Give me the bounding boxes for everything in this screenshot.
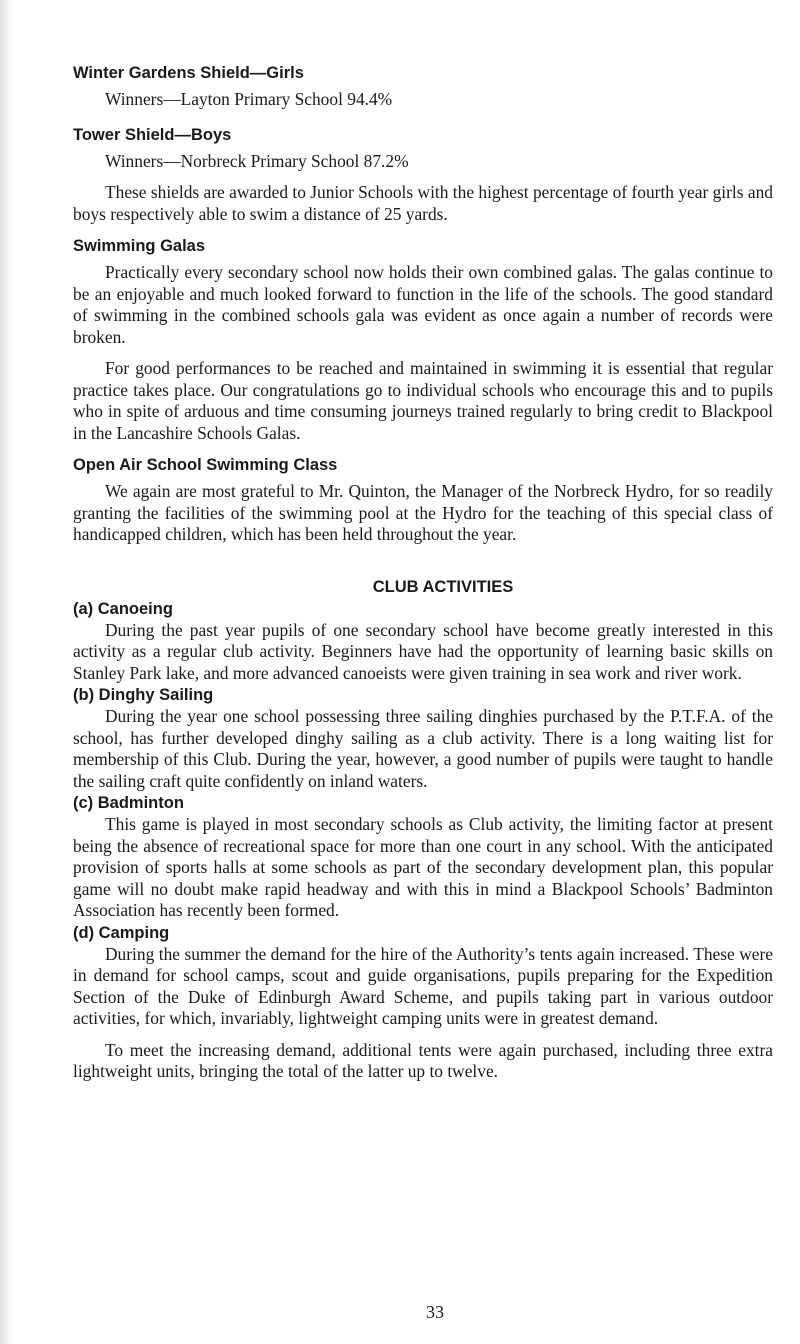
swimming-galas-heading: Swimming Galas <box>73 237 206 255</box>
club-activities-heading: CLUB ACTIVITIES <box>372 577 514 596</box>
open-air-para: We again are most grateful to Mr. Quinton, the Manager of the Norbreck Hydro, for so readily granting the facilities of the swimming pool at the Hydro for the teaching of this special class of handicapped children, which has been held throughout the year. <box>73 481 773 544</box>
scan-edge <box>0 0 14 1344</box>
winter-gardens-winners: Winners—Layton Primary School 94.4% <box>105 89 393 109</box>
camping-para-2: To meet the increasing demand, additional tents were again purchased, including three extra lightweight units, bringing the total of the latter up to twelve. <box>73 1039 773 1081</box>
winter-gardens-heading: Winter Gardens Shield—Girls <box>73 64 304 82</box>
dinghy-sailing-para: During the year one school possessing three sailing dinghies purchased by the P.T.F.A. of the school, has further developed dinghy sailing as a club activity. There is a long waiting list for membership of this Club. During the year, however, a good number of pupils were taught to handle the sailing craft quite confidently on inland waters. <box>73 706 773 791</box>
camping-para-1: During the summer the demand for the hire of the Authority’s tents again increased. These were in demand for school camps, scout and guide organisations, pupils preparing for the Expedition Section of the Duke of Edinburgh Award Scheme, and pupils taking part in various outdoor activities, for which, invariably, lightweight camping units were in greatest demand. <box>73 943 773 1028</box>
swimming-galas-para-2: For good performances to be reached and maintained in swimming it is essential that regular practice takes place. Our congratulations go to individual schools who encourage this and to pupils who in spite of arduous and time consuming journeys trained regularly to bring credit to Blackpool in the Lancashire Schools Galas. <box>73 358 773 443</box>
tower-shield-heading: Tower Shield—Boys <box>73 125 232 144</box>
badminton-heading: (c) Badminton <box>73 794 184 812</box>
swimming-galas-para-1: Practically every secondary school now holds their own combined galas. The galas continue to be an enjoyable and much looked forward to function in the life of the schools. The good standard of swimming in the combined schools gala was evident as once again a number of records were broken. <box>73 262 773 347</box>
canoeing-para: During the past year pupils of one secondary school have become greatly interested in this activity as a regular club activity. Beginners have had the opportunity of learning basic skills on Stanley Park lake, and more advanced canoeists were given training in sea work and river work. <box>73 619 773 683</box>
document-page <box>73 62 773 1083</box>
tower-shield-winners: Winners—Norbreck Primary School 87.2% <box>105 150 409 171</box>
camping-heading: (d) Camping <box>73 923 170 942</box>
badminton-para: This game is played in most secondary schools as Club activity, the limiting factor at present being the absence of recreational space for more than one court in any school. With the anticipated provision of sports halls at some schools as part of the secondary development plan, this popular game will no doubt make rapid headway and with this in mind a Blackpool Schools’ Badminton Association has recently been formed. <box>73 814 773 920</box>
shields-note: These shields are awarded to Junior Schools with the highest percentage of fourth year girls and boys respectively able to swim a distance of 25 yards. <box>73 182 773 224</box>
open-air-heading: Open Air School Swimming Class <box>73 456 338 474</box>
canoeing-heading: (a) Canoeing <box>73 599 173 618</box>
page-number: 33 <box>426 1302 444 1322</box>
dinghy-sailing-heading: (b) Dinghy Sailing <box>73 686 214 704</box>
